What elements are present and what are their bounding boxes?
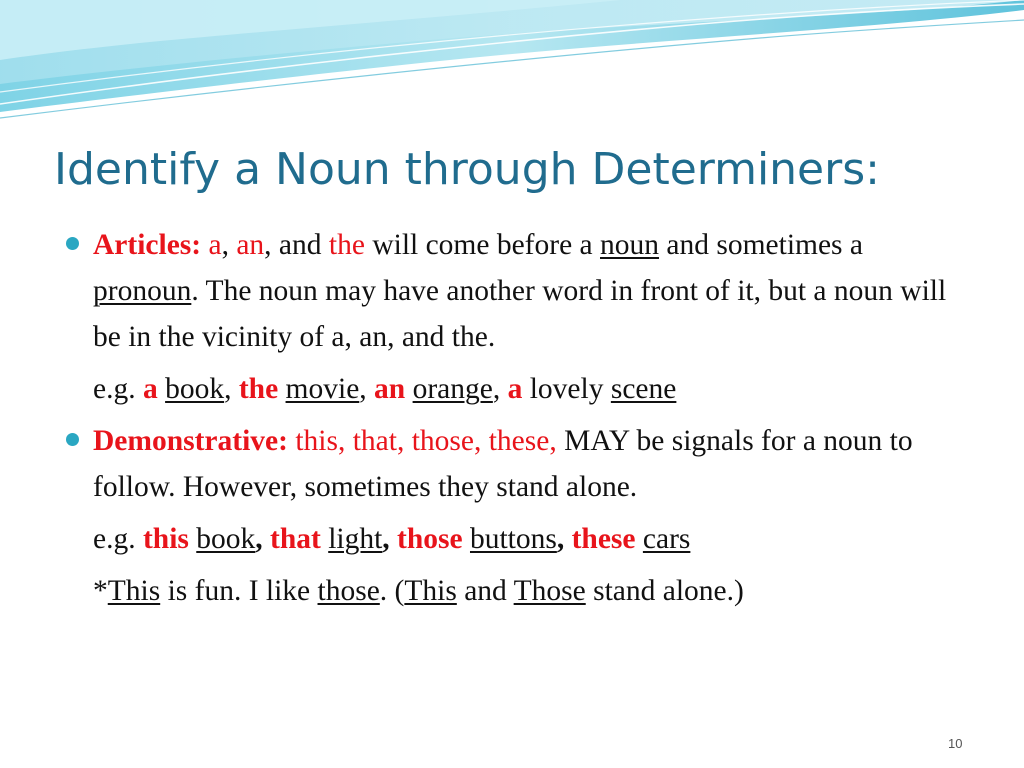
- demonstrative-example: [64, 516, 964, 562]
- article-an: an: [236, 229, 265, 261]
- text-separator: [636, 523, 643, 555]
- text-separator: , and: [264, 229, 329, 261]
- articles-example: [64, 366, 964, 412]
- slide-title: Identify a Noun through Determiners:: [54, 144, 880, 195]
- articles-text: and sometimes a: [659, 229, 864, 261]
- bullet-demonstrative: [64, 418, 964, 510]
- article-the: the: [328, 229, 365, 261]
- text-separator: [463, 523, 470, 555]
- page-number: 10: [948, 736, 963, 751]
- noun-word: light: [328, 523, 383, 555]
- example-text: stand alone.): [585, 575, 744, 607]
- text-separator: ,: [255, 523, 271, 555]
- decorative-wave-header: [0, 0, 1024, 120]
- text-separator: ,: [224, 373, 239, 405]
- determiner-word: a: [507, 373, 523, 405]
- text-separator: ,: [221, 229, 237, 261]
- underlined-word: Those: [513, 575, 586, 607]
- underlined-word: noun: [600, 229, 660, 261]
- underlined-word: This: [107, 575, 161, 607]
- articles-text: . The noun may have another word in front of it, but a noun will be in the vicinity of a, an, and the.: [93, 275, 947, 353]
- text-separator: [405, 373, 412, 405]
- text-separator: ,: [492, 373, 508, 405]
- determiner-word: a: [142, 373, 158, 405]
- demonstrative-words: this, that, those, these,: [295, 425, 557, 457]
- noun-word: scene: [610, 373, 677, 405]
- text-separator: ,: [556, 523, 572, 555]
- underlined-word: those: [317, 575, 380, 607]
- determiner-word: these: [571, 523, 636, 555]
- noun-word: cars: [642, 523, 691, 555]
- text-separator: [278, 373, 285, 405]
- determiner-word: those: [397, 523, 463, 555]
- demonstrative-label: Demonstrative:: [93, 425, 288, 457]
- articles-label: Articles:: [93, 229, 202, 261]
- slide-body: [64, 222, 964, 614]
- example-prefix: e.g.: [93, 523, 143, 555]
- text-separator: ,: [382, 523, 398, 555]
- text-separator: ,: [359, 373, 375, 405]
- text-separator: [158, 373, 165, 405]
- article-a: a: [208, 229, 222, 261]
- bullet-articles: [64, 222, 964, 360]
- noun-word: orange: [412, 373, 493, 405]
- determiner-word: the: [238, 373, 279, 405]
- noun-word: book: [196, 523, 256, 555]
- demonstrative-text: MAY be signals for a noun to follow. However, sometimes they stand alone.: [93, 425, 913, 503]
- noun-word: movie: [285, 373, 360, 405]
- example-text: is fun. I like: [160, 575, 318, 607]
- articles-text: will come before a: [364, 229, 601, 261]
- stand-alone-example: [64, 568, 964, 614]
- noun-word: book: [165, 373, 225, 405]
- noun-word: buttons: [469, 523, 557, 555]
- determiner-word: this: [142, 523, 189, 555]
- underlined-word: This: [404, 575, 457, 607]
- bullet-dot-icon: [66, 237, 79, 250]
- determiner-word: an: [374, 373, 406, 405]
- determiner-word: that: [270, 523, 321, 555]
- example-text: . (: [379, 575, 405, 607]
- underlined-word: pronoun: [93, 275, 192, 307]
- example-text: lovely: [522, 373, 611, 405]
- example-prefix: e.g.: [93, 373, 143, 405]
- example-text: and: [456, 575, 514, 607]
- asterisk: *: [93, 575, 108, 607]
- bullet-dot-icon: [66, 433, 79, 446]
